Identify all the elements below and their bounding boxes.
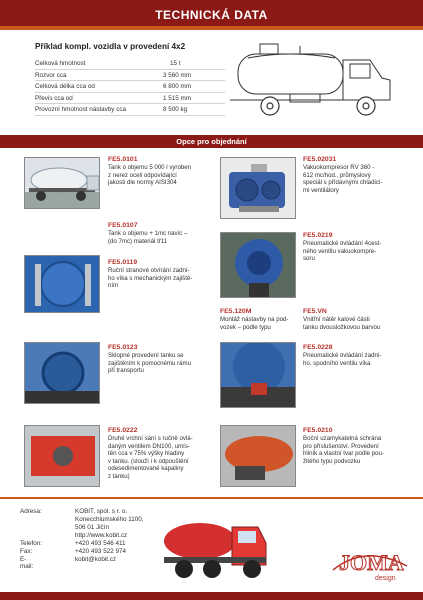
spec-key: Převis cca od (35, 94, 73, 102)
option-description: Vnitřní nátěr kalové části tanku dvousložkovou barvou (303, 316, 381, 331)
option-code: FE5.120M (220, 308, 252, 315)
divider (0, 497, 423, 499)
svg-text:design: design (375, 575, 396, 582)
option-code: FE5.0119 (108, 259, 138, 266)
options-title: Opce pro objednání (0, 135, 423, 148)
rear-valve-photo (220, 342, 296, 408)
option-description: Ruční stranové otvírání zadní- ho víka s mechanickým zajiště- ním (108, 267, 193, 290)
option-description: Boční uzamykatelná schrána pro příslušenství. Provedení hliník a vlastní tvar podle pou- žitého typu podvozku (303, 435, 384, 465)
contact-label: Fax: (20, 548, 33, 555)
option-code: FE5.0222 (108, 427, 138, 434)
example-title: Příklad kompl. vozidla v provedení 4x2 (35, 42, 186, 51)
contact-value: KOBIT, spol. s r. o. (75, 508, 128, 515)
spec-row (35, 104, 225, 116)
truck-drawing (230, 40, 400, 120)
suction-valve-photo (24, 425, 100, 487)
spec-key: Provozní hmotnost nástavby cca (35, 106, 127, 113)
tank-truck-photo (24, 157, 100, 209)
option-code: FE5.VN (303, 308, 327, 315)
footer-bar (0, 592, 423, 600)
spec-key: Celková délka cca od (35, 83, 95, 90)
website-link[interactable]: http://www.kobit.cz (75, 532, 128, 539)
option-description: Montáž nástavby na pod- vozek – podle typu (220, 316, 289, 331)
contact-value: +420 493 546 411 (75, 540, 126, 547)
option-description: Pneumatické ovládání 4cest- ného ventilu vakuokompre- soru (303, 240, 382, 263)
option-code: FE5.0219 (303, 232, 333, 239)
storage-box-photo (220, 425, 296, 487)
contact-value: +420 493 522 974 (75, 548, 126, 555)
rear-lid-photo (24, 255, 100, 313)
spec-key: Rozvor cca (35, 71, 67, 79)
spec-table (35, 58, 225, 116)
spec-row (35, 58, 225, 70)
svg-text:JOMA: JOMA (339, 550, 404, 575)
option-code: FE5.0107 (108, 222, 138, 229)
contact-value: Konecchlumského 1100, (75, 516, 144, 523)
option-description: Pneumatické ovládání zadní- ho, spodního ventilu víka (303, 352, 382, 367)
option-description: Tank o objemu 5 000 l vyroben z nerez oceli odpovídající jakosti dle normy AISI304 (108, 164, 191, 187)
contact-value: 506 01 Jičín (75, 524, 109, 531)
spec-value: 3 560 mm (163, 71, 191, 79)
contact-label: Telefon: (20, 540, 43, 547)
joma-logo (325, 540, 415, 584)
tilting-tank-photo (24, 342, 100, 404)
option-description: Tank o objemu + 1mc navíc – (do 7mc) materiál tř11 (108, 230, 188, 245)
email-link[interactable]: kobit@kobit.cz (75, 556, 117, 563)
spec-key: Celková hmotnost (35, 60, 86, 67)
option-code: FE5.0123 (108, 344, 138, 351)
spec-value: 6 800 mm (163, 83, 191, 90)
option-code: FE5.0228 (303, 344, 333, 351)
contact-label: E-mail: (20, 556, 34, 570)
page-title: TECHNICKÁ DATA (155, 8, 268, 22)
option-description: Vakuokompresor RV 360 - 612 mc/hod., průmyslový speciál s přídavnými chladicí- mi ventilátory (303, 164, 383, 194)
compressor-photo (220, 157, 296, 219)
option-code: FE5.0101 (108, 156, 138, 163)
spec-row (35, 70, 225, 82)
valve-photo (220, 232, 296, 298)
option-description: Druhé vrchní sání s ručně ovlá- daným ventilem DN100, umís- těn cca v 75% výšky hladiny v tanku. (slouží i k odpouštění odesedimentované kapaliny z tanku) (108, 435, 193, 480)
option-description: Sklopné provedení tanku se zajištěním k pomocnému rámu při transportu (108, 352, 191, 375)
option-code: FE5.0210 (303, 427, 333, 434)
spec-value: 1 515 mm (163, 94, 191, 102)
spec-row (35, 93, 225, 105)
spec-value: 15 t (170, 60, 181, 67)
spec-value: 8 500 kg (163, 106, 188, 113)
red-truck-photo (160, 505, 270, 585)
option-code: FE5.02031 (303, 156, 337, 163)
spec-row (35, 81, 225, 93)
contact-label: Adresa: (20, 508, 42, 515)
